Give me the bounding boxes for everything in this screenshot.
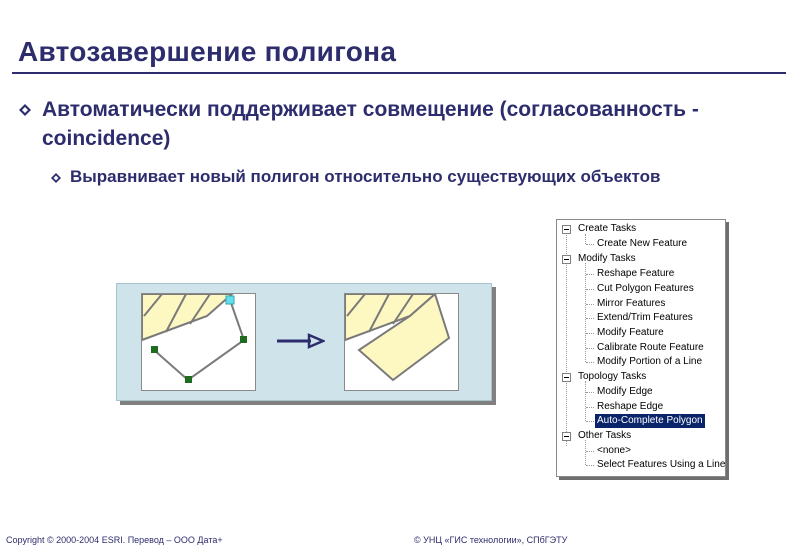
tree-guide-line	[586, 465, 594, 466]
tree-guide-line	[586, 274, 594, 275]
tree-guide-line	[586, 362, 594, 363]
tree-guide-line	[586, 392, 594, 393]
tree-guide-line	[586, 333, 594, 334]
tree-item[interactable]: Calibrate Route Feature	[597, 342, 704, 353]
minus-box-icon[interactable]	[562, 225, 571, 234]
tree-item[interactable]: Modify Edge	[597, 386, 653, 397]
tree-guide-line	[586, 421, 594, 422]
tree-guide-line	[585, 381, 586, 421]
after-map-illustration	[344, 293, 459, 391]
vertex-marker	[185, 376, 192, 383]
tree-group-other[interactable]: Other Tasks	[578, 430, 632, 441]
minus-box-icon[interactable]	[562, 255, 571, 264]
tree-guide-line	[586, 244, 594, 245]
bullet-sub: Выравнивает новый полигон относительно существующих объектов	[70, 167, 661, 186]
slide-title: Автозавершение полигона	[18, 36, 397, 67]
tree-guide-line	[586, 289, 594, 290]
tree-guide-line	[586, 318, 594, 319]
tree-guide-line	[585, 440, 586, 465]
vertex-marker	[151, 346, 158, 353]
diamond-bullet-icon	[51, 173, 61, 183]
tree-guide-line	[586, 407, 594, 408]
tree-item-selected[interactable]: Auto-Complete Polygon	[597, 415, 703, 426]
tree-guide-line	[586, 451, 594, 452]
diamond-bullet-icon	[19, 104, 31, 116]
tree-guide-line	[586, 304, 594, 305]
bullet-main: Автоматически поддерживает совмещение (согласованность - coincidence)	[42, 98, 699, 150]
tree-item[interactable]: <none>	[597, 445, 631, 456]
tree-guide-line	[586, 348, 594, 349]
task-tree	[556, 219, 726, 477]
tree-item[interactable]: Create New Feature	[597, 238, 688, 249]
tree-item[interactable]: Reshape Edge	[597, 401, 664, 412]
tree-item[interactable]: Modify Feature	[597, 327, 664, 338]
footer-copyright: Copyright © 2000-2004 ESRI. Перевод – ООО Дата+	[6, 535, 223, 545]
tree-item[interactable]: Select Features Using a Line	[597, 459, 726, 470]
tree-group-modify[interactable]: Modify Tasks	[578, 253, 636, 264]
minus-box-icon[interactable]	[562, 373, 571, 382]
before-map-illustration	[141, 293, 256, 391]
tree-item[interactable]: Mirror Features	[597, 298, 666, 309]
tree-item[interactable]: Extend/Trim Features	[597, 312, 693, 323]
title-divider	[12, 72, 786, 74]
minus-box-icon[interactable]	[562, 432, 571, 441]
tree-group-create[interactable]: Create Tasks	[578, 223, 637, 234]
vertex-marker	[240, 336, 247, 343]
start-vertex-marker	[226, 296, 234, 304]
tree-item[interactable]: Cut Polygon Features	[597, 283, 694, 294]
right-arrow-icon	[277, 333, 325, 349]
tree-item[interactable]: Reshape Feature	[597, 268, 675, 279]
tree-group-topology[interactable]: Topology Tasks	[578, 371, 647, 382]
tree-guide-line	[566, 233, 567, 446]
tree-item[interactable]: Modify Portion of a Line	[597, 356, 703, 367]
footer-credit: © УНЦ «ГИС технологии», СПбГЭТУ	[414, 535, 568, 545]
